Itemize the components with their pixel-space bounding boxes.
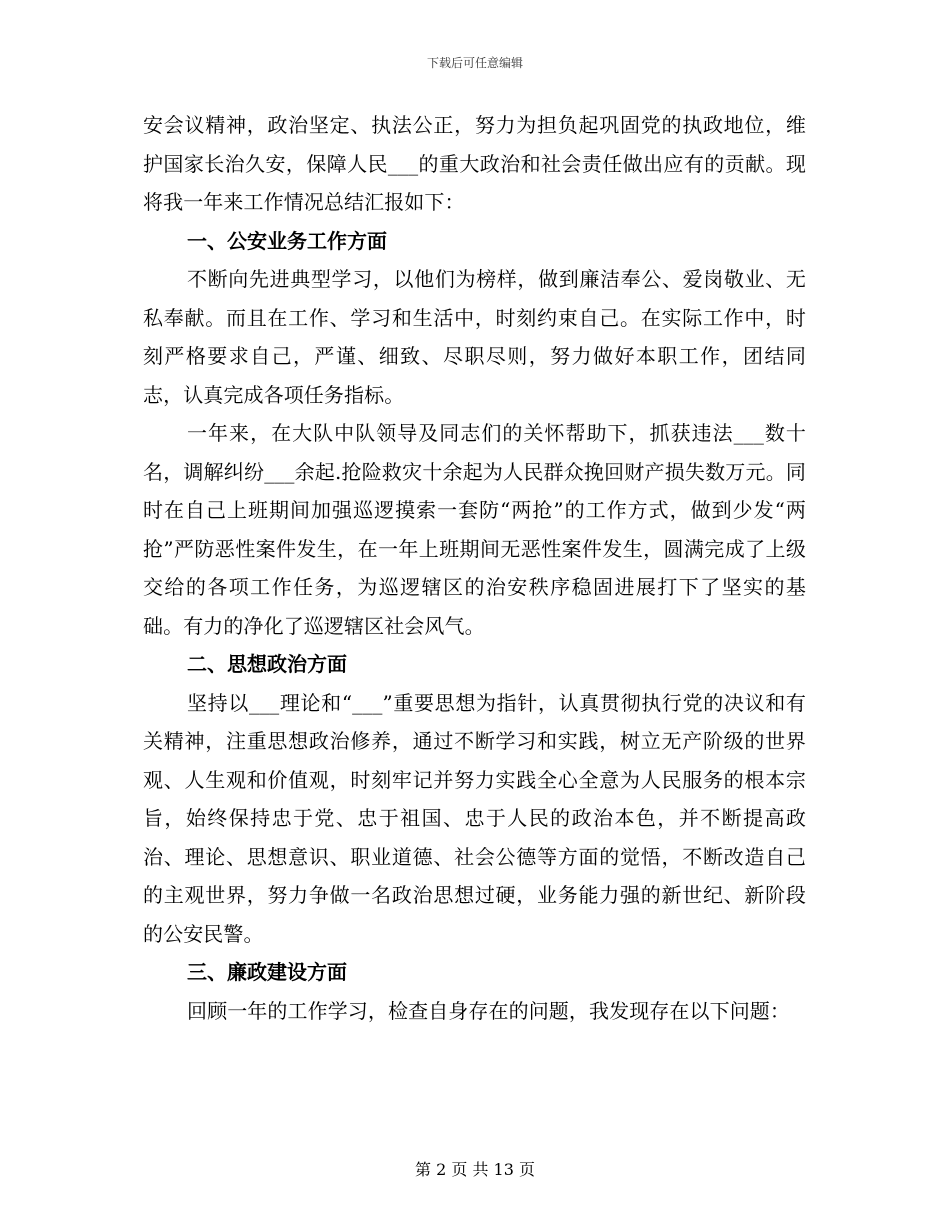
document-body: [143, 106, 806, 1030]
paragraph-review: 回顾一年的工作学习，检查自身存在的问题，我发现存在以下问题：: [187, 998, 790, 1023]
section-heading-integrity: 三、廉政建设方面: [187, 960, 347, 984]
section-heading-public-security: 一、公安业务工作方面: [187, 228, 387, 253]
section-heading-politics: 二、思想政治方面: [187, 652, 347, 676]
paragraph-politics: 坚持以___理论和“___”重要思想为指针，认真贯彻执行党的决议和有关精神，注重思想政治修养，通过不断学习和实践，树立无产阶级的世界观、人生观和价值观，时刻牢记并努力实践全心全意为人民服务的根本宗旨，始终保持忠于党、忠于祖国、忠于人民的政治本色，并不断提高政治、理论、思想意识、职业道德、社会公德等方面的觉悟，不断改造自己的主观世界，努力争做一名政治思想过硬，业务能力强的新世纪、新阶段的公安民警。: [143, 690, 806, 946]
paragraph-intro: 安会议精神，政治坚定、执法公正，努力为担负起巩固党的执政地位，维护国家长治久安，保障人民___的重大政治和社会责任做出应有的贡献。现将我一年来工作情况总结汇报如下：: [143, 113, 806, 214]
page-number: 第 2 页 共 13 页: [415, 1160, 535, 1179]
paragraph-achievements: 一年来，在大队中队领导及同志们的关怀帮助下，抓获违法___数十名，调解纠纷___余起.抢险救灾十余起为人民群众挽回财产损失数万元。同时在自己上班期间加强巡逻摸索一套防“两抢”的工作方式，做到少发“两抢”严防恶性案件发生，在一年上班期间无恶性案件发生，圆满完成了上级交给的各项工作任务，为巡逻辖区的治安秩序稳固进展打下了坚实的基础。有力的净化了巡逻辖区社会风气。: [143, 421, 806, 638]
paragraph-work-attitude: 不断向先进典型学习，以他们为榜样，做到廉洁奉公、爱岗敬业、无私奉献。而且在工作、学习和生活中，时刻约束自己。在实际工作中，时刻严格要求自己，严谨、细致、尽职尽则，努力做好本职工作，团结同志，认真完成各项任务指标。: [143, 267, 806, 407]
header-note: 下载后可任意编辑: [426, 56, 523, 70]
